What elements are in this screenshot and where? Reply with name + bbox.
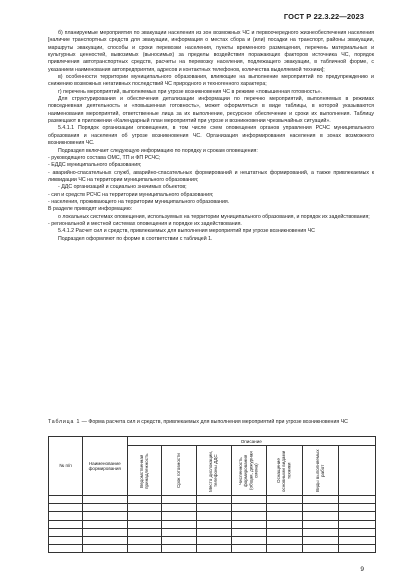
para-5-4-1-1: 5.4.1.1 Порядок организации оповещения, в том числе схем оповещения органов управления РСЧС муниципального образования и населения об угрозе возникновения ЧС. Организация информирования населения в зонах возможного возникновения ЧС.: [48, 125, 374, 147]
table-row: [49, 520, 376, 528]
para-v: в) особенности территории муниципального образования, влияющие на выполнение мероприятий по предупреждению и снижению возможных негативных последствий ЧС природного и техногенного характера;: [48, 74, 374, 88]
body-text: [48, 30, 374, 243]
para-structuring: Для структурирования и обеспечения детализации информации по перечню мероприятий, выполняемых в режимах повседневная деятельность и «повышенная готовность», может оформляться в виде таблицы, в которой указываются наименования мероприятий, ответственные лица за их выполнение, ресурсное обеспечение и сроки их выполнения. Таблицу размещают в приложении «Календарный план мероприятий при угрозе и возникновении чрезвычайных ситуаций».: [48, 96, 374, 125]
col-header-dept: Ведомственная принадлежность: [127, 446, 161, 496]
table-row: [49, 504, 376, 512]
table-row: [49, 545, 376, 553]
table-row: [49, 528, 376, 536]
col-header-location: Место дислокации, телефоны ДДС: [196, 446, 231, 496]
table-1: [48, 436, 376, 553]
para-section-info: о локальных системах оповещения, используемых на территории муниципального образования, и порядок их задействования;: [58, 213, 370, 220]
list-item: - ЕДДС муниципального образования;: [48, 162, 142, 169]
table-row: [49, 496, 376, 504]
list-item: - населения, проживающего на территории муниципального образования.: [48, 198, 230, 205]
col-header-empty: [338, 446, 375, 496]
col-header-equipment: Оснащение основными видами техники: [266, 446, 302, 496]
list-item: В разделе приводят информацию:: [48, 206, 133, 213]
para-ddc: - ДДС организаций и социально значимых объектов;: [58, 184, 187, 191]
para-g: г) перечень мероприятий, выполняемых при угрозе возникновения ЧС в режиме «повышенная готовность».: [58, 88, 322, 95]
col-header-description: Описание: [127, 437, 375, 446]
col-header-deadline: Срок готовности: [161, 446, 196, 496]
col-header-size: Численность формирования (общая, дежурная смена): [231, 446, 266, 496]
table-caption-label: Таблица 1: [48, 419, 81, 425]
para-b: б) планируемые мероприятия по эвакуации населения из зон возможных ЧС и первоочередного жизнеобеспечения населения [наличие транспортных средств для эвакуации, информация о местах сбора и (или) посадки на транспорт, районы эвакуации, маршруты эвакуации, способы и сроки перевозки населения, пункты временного размещения, перечень материальных и культурных ценностей, вывозимых (выносимых) за пределы воздействия поражающих факторов источника ЧС, порядок привлечения автотранспортных средств, расчеты на перевозку населения, подлежащего эвакуации, в табличной форме, с указанием наименования автопредприятия, адресов и контактных телефонов, количества выделяемой техники];: [48, 30, 374, 73]
list-item: - сил и средств РСЧС на территории муниципального образования;: [48, 191, 214, 198]
page-number: 9: [360, 566, 364, 573]
list-item: - аварийно-спасательных служб, аварийно-спасательных формирований и нештатных формирований, а также привлекаемых к ликвидации ЧС на территории муниципального образования;: [48, 169, 374, 183]
col-header-formation: Наименование формирования: [82, 437, 127, 496]
standard-header: ГОСТ Р 22.3.22—2023: [283, 12, 364, 21]
table-caption-text: — Форма расчета сил и средств, привлекаемых для выполнения мероприятий при угрозе возникновения ЧС: [81, 419, 348, 425]
table-row: [49, 512, 376, 520]
col-header-num: № п/п: [49, 437, 83, 496]
table-caption: [48, 419, 376, 426]
table-row: [49, 536, 376, 544]
list-item: - региональной и местной системах оповещения и порядке их задействования.: [48, 220, 242, 227]
para-5-4-1-2: 5.4.1.2 Расчет сил и средств, привлекаемых для выполнения мероприятий при угрозе возникновения ЧС: [58, 228, 315, 235]
para-subsection-info: Подраздел включает следующую информацию по порядку и срокам оповещения:: [58, 147, 258, 154]
para-form-note: Подраздел оформляют по форме в соответствии с таблицей 1.: [58, 235, 213, 242]
col-header-work-types: Виды выполняемых работ: [302, 446, 338, 496]
list-item: - руководящего состава ОМС, ТП и ФП РСЧС;: [48, 154, 161, 161]
